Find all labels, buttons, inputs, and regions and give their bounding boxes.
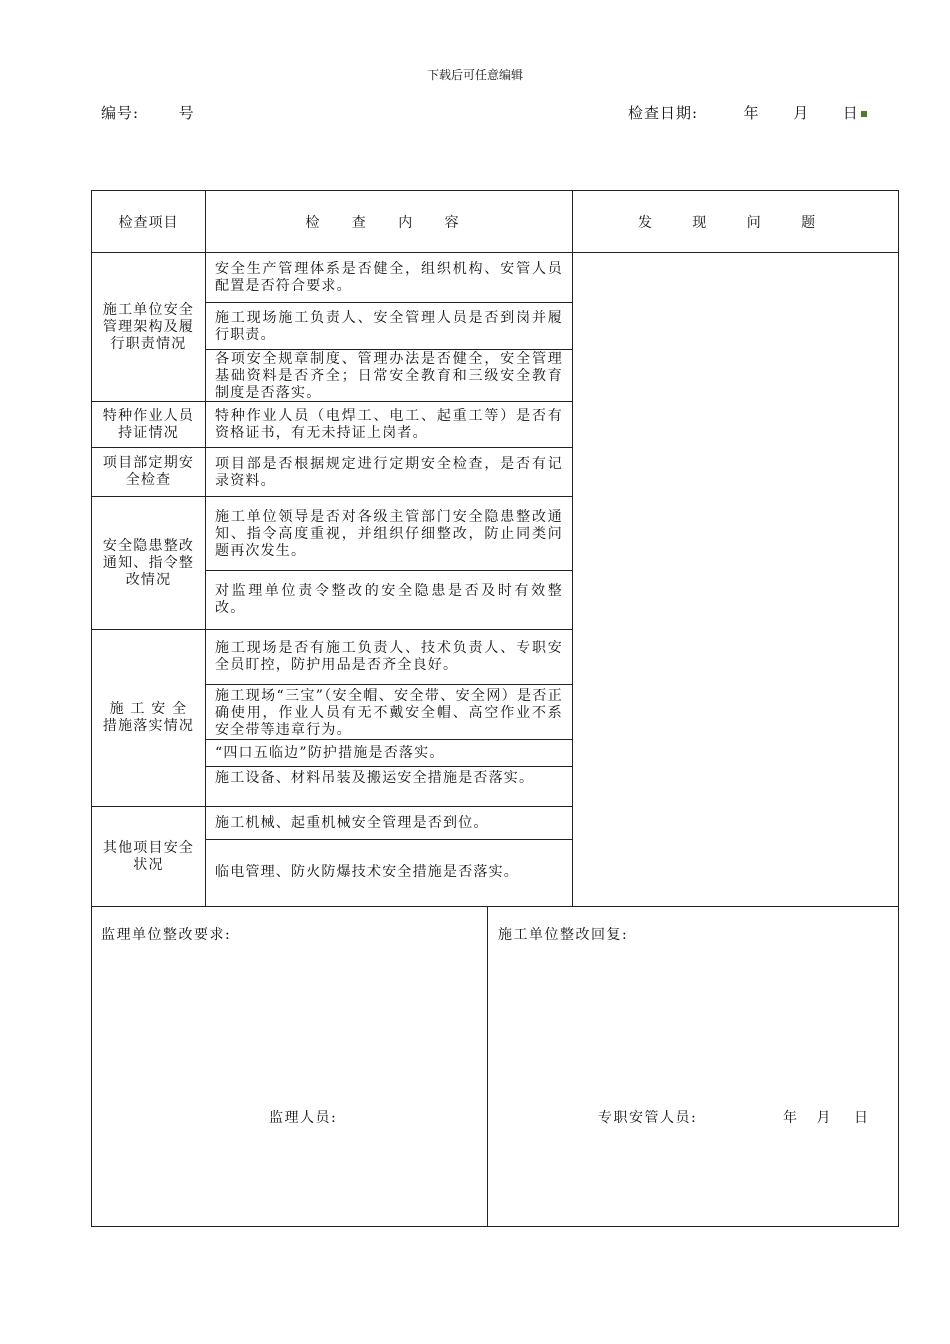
date-label: 检查日期: xyxy=(628,104,699,122)
number-label: 编号: xyxy=(101,104,140,122)
supervision-requirements-area[interactable] xyxy=(93,950,485,1090)
reply-month: 月 xyxy=(816,1110,832,1126)
inspection-date xyxy=(628,102,867,123)
reply-year: 年 xyxy=(783,1110,799,1126)
date-year: 年 xyxy=(743,104,760,122)
category-hazard-rectification: 安全隐患整改通知、指令整改情况 xyxy=(102,537,195,588)
check-item: 施工机械、起重机械安全管理是否到位。 xyxy=(215,815,489,831)
check-item: 特种作业人员（电焊工、电工、起重工等）是否有资格证书，有无未持证上岗者。 xyxy=(215,408,563,441)
date-month: 月 xyxy=(793,104,810,122)
reply-day: 日 xyxy=(854,1110,870,1126)
category-periodic-inspection: 项目部定期安全检查 xyxy=(102,455,195,488)
header-check-item: 检查项目 xyxy=(118,215,179,231)
contractor-reply-area[interactable] xyxy=(489,950,896,1090)
reply-date xyxy=(783,1107,870,1127)
check-item: 对监理单位责令整改的安全隐患是否及时有效整改。 xyxy=(215,583,563,616)
number-suffix: 号 xyxy=(178,104,195,122)
check-item: 临电管理、防火防爆技术安全措施是否落实。 xyxy=(215,864,519,880)
check-item: 施工现场是否有施工负责人、技术负责人、专职安全员盯控，防护用品是否齐全良好。 xyxy=(215,640,563,673)
download-note: 下载后可任意编辑 xyxy=(426,68,523,82)
check-item: “四口五临边”防护措施是否落实。 xyxy=(215,745,445,761)
found-issues-area[interactable] xyxy=(574,254,897,905)
date-day: 日 xyxy=(842,104,859,122)
check-item: 施工现场“三宝”（安全帽、安全带、安全网）是否正确使用，作业人员有无不戴安全帽、高空作业不系安全带等违章行为。 xyxy=(215,688,563,738)
check-item: 项目部是否根据规定进行定期安全检查，是否有记录资料。 xyxy=(215,456,563,489)
check-item: 施工单位领导是否对各级主管部门安全隐患整改通知、指令高度重视，并组织仔细整改，防止同类问题再次发生。 xyxy=(215,509,563,559)
safety-officer-signature-label: 专职安管人员: xyxy=(598,1110,698,1126)
header-check-content: 检 查 内 容 xyxy=(305,215,473,231)
category-management: 施工单位安全管理架构及履行职责情况 xyxy=(102,301,195,352)
marker-icon xyxy=(861,111,867,117)
category-safety-measures: 施 工 安 全 措施落实情况 xyxy=(102,701,195,734)
header-found-issues: 发 现 问 题 xyxy=(637,215,834,231)
check-item: 施工现场施工负责人、安全管理人员是否到岗并履行职责。 xyxy=(215,310,563,343)
contractor-reply-title: 施工单位整改回复: xyxy=(498,927,629,943)
category-special-operators: 特种作业人员持证情况 xyxy=(102,407,195,441)
supervisor-signature-label: 监理人员: xyxy=(269,1110,338,1126)
category-other-safety: 其他项目安全状况 xyxy=(102,839,195,873)
check-item: 施工设备、材料吊装及搬运安全措施是否落实。 xyxy=(215,770,535,786)
supervision-requirements-title: 监理单位整改要求: xyxy=(101,927,232,943)
check-item: 安全生产管理体系是否健全，组织机构、安管人员配置是否符合要求。 xyxy=(215,261,563,294)
record-number xyxy=(101,102,195,123)
check-item: 各项安全规章制度、管理办法是否健全，安全管理基础资料是否齐全；日常安全教育和三级安全教育制度是否落实。 xyxy=(215,351,563,401)
